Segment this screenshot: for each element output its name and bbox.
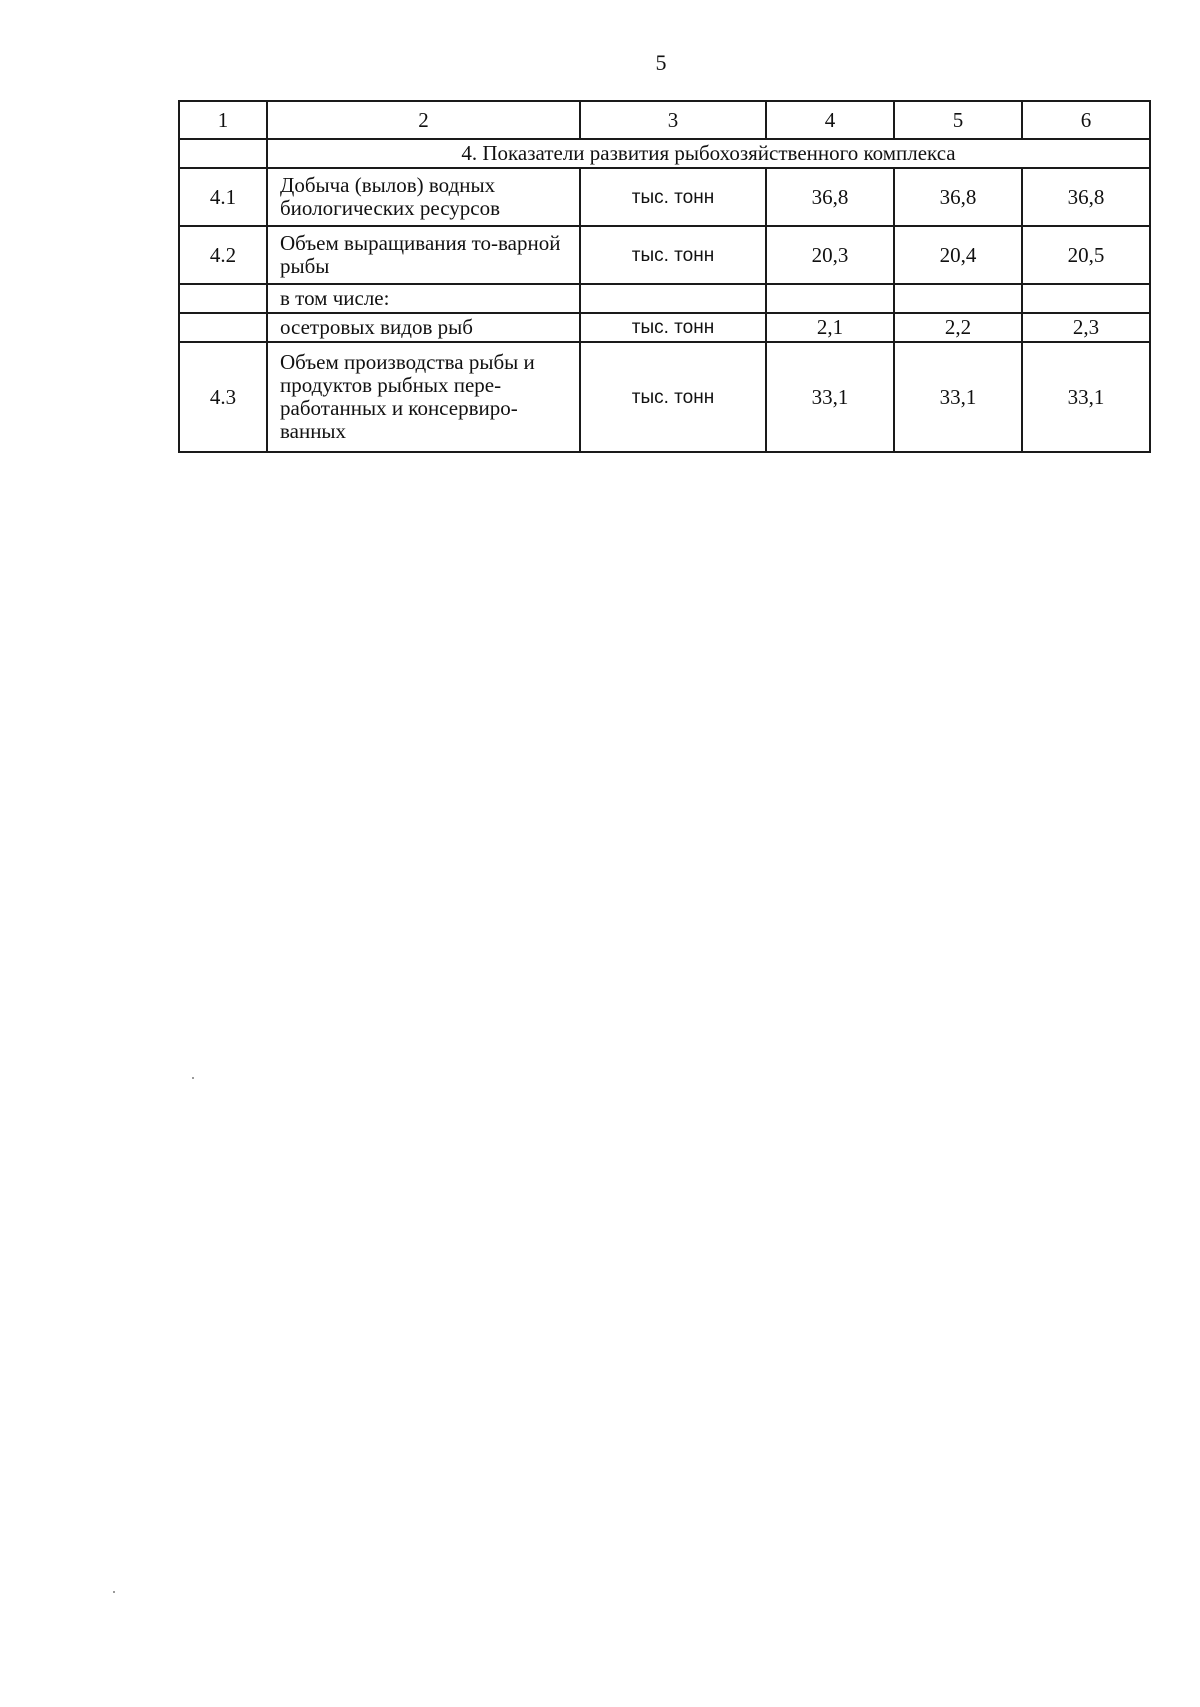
value-cell: 2,2 — [894, 313, 1022, 342]
value-cell — [894, 284, 1022, 313]
value-cell: 20,4 — [894, 226, 1022, 284]
column-number-cell: 3 — [580, 101, 766, 139]
table-row — [179, 284, 1150, 313]
column-number-cell: 5 — [894, 101, 1022, 139]
value-cell: 2,3 — [1022, 313, 1150, 342]
value-cell: 33,1 — [894, 342, 1022, 452]
value-cell — [766, 284, 894, 313]
value-cell — [1022, 284, 1150, 313]
row-number-cell — [179, 284, 267, 313]
column-number-cell: 4 — [766, 101, 894, 139]
unit-cell: тыс. тонн — [580, 168, 766, 226]
table-row — [179, 226, 1150, 284]
indicator-name-cell: в том числе: — [267, 284, 580, 313]
value-cell: 33,1 — [766, 342, 894, 452]
page-number: 5 — [655, 50, 667, 75]
value-cell: 33,1 — [1022, 342, 1150, 452]
value-cell: 20,3 — [766, 226, 894, 284]
row-number-cell — [179, 313, 267, 342]
value-cell: 36,8 — [766, 168, 894, 226]
table-row — [179, 168, 1150, 226]
unit-cell: тыс. тонн — [580, 342, 766, 452]
row-number-cell: 4.2 — [179, 226, 267, 284]
column-number-row — [179, 101, 1150, 139]
empty-cell — [179, 139, 267, 168]
unit-cell: тыс. тонн — [580, 226, 766, 284]
indicator-name-cell: Объем производства рыбы и продуктов рыбных пере-работанных и консервиро-ванных — [267, 342, 580, 452]
value-cell: 20,5 — [1022, 226, 1150, 284]
section-title: 4. Показатели развития рыбохозяйственного комплекса — [267, 139, 1150, 168]
value-cell: 36,8 — [1022, 168, 1150, 226]
indicators-table — [178, 100, 1151, 453]
table-row — [179, 342, 1150, 452]
indicator-name-cell: осетровых видов рыб — [267, 313, 580, 342]
column-number-cell: 6 — [1022, 101, 1150, 139]
indicator-name-cell: Объем выращивания то-варной рыбы — [267, 226, 580, 284]
indicator-name-cell: Добыча (вылов) водных биологических ресурсов — [267, 168, 580, 226]
value-cell: 2,1 — [766, 313, 894, 342]
unit-cell: тыс. тонн — [580, 313, 766, 342]
section-title-row — [179, 139, 1150, 168]
row-number-cell: 4.3 — [179, 342, 267, 452]
column-number-cell: 2 — [267, 101, 580, 139]
table-row — [179, 313, 1150, 342]
column-number-cell: 1 — [179, 101, 267, 139]
value-cell: 36,8 — [894, 168, 1022, 226]
scan-speck — [192, 1077, 194, 1079]
scan-speck — [113, 1591, 115, 1593]
row-number-cell: 4.1 — [179, 168, 267, 226]
unit-cell — [580, 284, 766, 313]
